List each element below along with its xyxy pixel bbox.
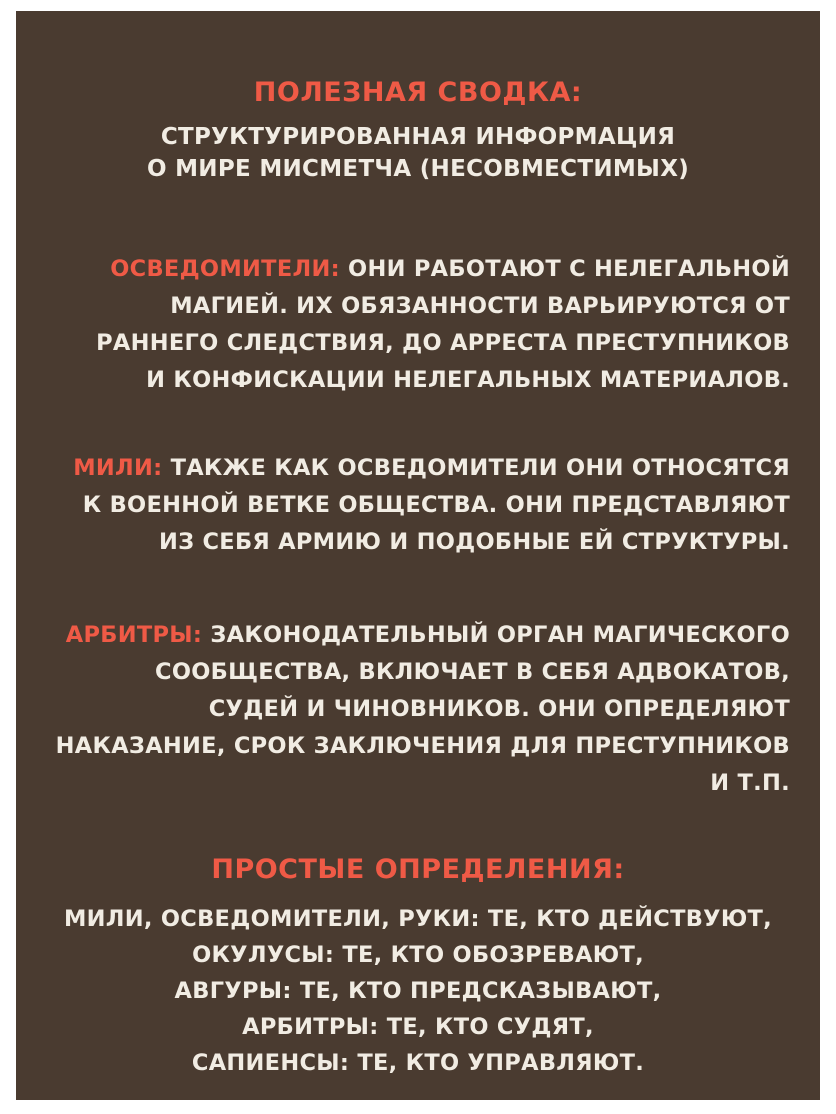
section-line-rest: ТАКЖЕ КАК ОСВЕДОМИТЕЛИ ОНИ ОТНОСЯТСЯ [162,455,790,481]
info-panel [16,11,820,1100]
section-informants [96,251,790,399]
section-line: НАКАЗАНИЕ, СРОК ЗАКЛЮЧЕНИЯ ДЛЯ ПРЕСТУПНИКОВ [55,733,790,759]
section-first-line [56,617,790,654]
section-first-line [96,251,790,288]
section-line: К ВОЕННОЙ ВЕТКЕ ОБЩЕСТВА. ОНИ ПРЕДСТАВЛЯЮТ [82,492,790,518]
definitions-list [16,901,820,1081]
section-line: СУДЕЙ И ЧИНОВНИКОВ. ОНИ ОПРЕДЕЛЯЮТ [208,696,790,722]
section-line-rest: ОНИ РАБОТАЮТ С НЕЛЕГАЛЬНОЙ [339,256,790,282]
section-line: РАННЕГО СЛЕДСТВИЯ, ДО АРРЕСТА ПРЕСТУПНИКОВ [96,330,790,356]
section-mili [73,450,790,561]
definition-line: АВГУРЫ: ТЕ, КТО ПРЕДСКАЗЫВАЮТ, [174,978,662,1004]
summary-title: ПОЛЕЗНАЯ СВОДКА: [253,77,583,108]
definition-line: САПИЕНСЫ: ТЕ, КТО УПРАВЛЯЮТ. [191,1050,645,1076]
summary-subtitle-line-2: О МИРЕ МИСМЕТЧА (НЕСОВМЕСТИМЫХ) [146,156,690,182]
section-line-rest: ЗАКОНОДАТЕЛЬНЫЙ ОРГАН МАГИЧЕСКОГО [202,622,790,648]
section-line: ИЗ СЕБЯ АРМИЮ И ПОДОБНЫЕ ЕЙ СТРУКТУРЫ. [158,529,790,555]
section-line: И КОНФИСКАЦИИ НЕЛЕГАЛЬНЫХ МАТЕРИАЛОВ. [146,367,790,393]
section-first-line [73,450,790,487]
section-line: И Т.П. [710,770,790,796]
section-line: МАГИЕЙ. ИХ ОБЯЗАННОСТИ ВАРЬИРУЮТСЯ ОТ [170,293,790,319]
summary-subtitle-line-1: СТРУКТУРИРОВАННАЯ ИНФОРМАЦИЯ [160,124,676,150]
section-line: СООБЩЕСТВА, ВКЛЮЧАЕТ В СЕБЯ АДВОКАТОВ, [155,659,790,685]
definition-line: МИЛИ, ОСВЕДОМИТЕЛИ, РУКИ: ТЕ, КТО ДЕЙСТВУЮТ, [63,906,773,932]
term-mili: МИЛИ: [73,455,163,481]
term-informants: ОСВЕДОМИТЕЛИ: [110,256,340,282]
term-arbiters: АРБИТРЫ: [65,622,203,648]
definition-line: АРБИТРЫ: ТЕ, КТО СУДЯТ, [242,1014,594,1040]
section-arbiters [56,617,790,802]
definitions-title: ПРОСТЫЕ ОПРЕДЕЛЕНИЯ: [211,854,625,885]
definition-line: ОКУЛУСЫ: ТЕ, КТО ОБОЗРЕВАЮТ, [192,942,644,968]
